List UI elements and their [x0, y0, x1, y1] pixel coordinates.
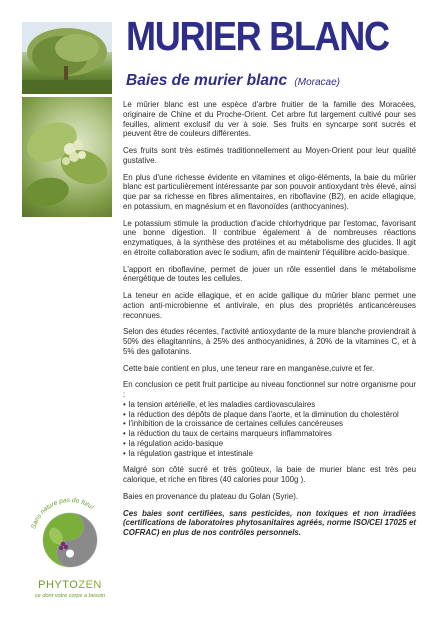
list-item: • l'inhibition de la croissance de certaines cellules cancéreuses — [123, 419, 416, 429]
weeping-mulberry-tree-photo — [22, 22, 112, 94]
benefits-list — [123, 400, 416, 459]
subtitle-text: Baies de murier blanc — [126, 72, 288, 89]
paragraph-minerals: Cette baie contient en plus, une teneur rare en manganèse,cuivre et fer. — [123, 363, 375, 373]
brand-name-zen: ZEN — [78, 579, 102, 591]
product-title: MURIER BLANC — [126, 13, 389, 59]
brand-name — [20, 579, 120, 591]
list-item: • la réduction du taux de certains marqueurs inflammatoires — [123, 429, 416, 439]
brand-tagline: ce dont votre corps a besoin — [34, 593, 106, 599]
paragraph-potassium: Le potassium stimule la production d'acide chlorhydrique par l'estomac, favorisant une bonne digestion. Il contribue également à de nombreuses réactions enzymatiques, à la synthèse des protéines et au métabolisme des glucides. Il agit en étroite collaboration avec le sodium, afin de maintenir l'équilibre acido-basique. — [123, 218, 416, 257]
list-item: • la régulation gastrique et intestinale — [123, 449, 416, 459]
list-item: • la réduction des dépôts de plaque dans l'aorte, et la diminution du cholestérol — [123, 410, 416, 420]
product-subtitle — [126, 72, 340, 90]
subtitle-latin-name: (Moracae) — [294, 77, 340, 88]
product-description — [123, 100, 416, 545]
list-item: • la tension artérielle, et les maladies cardiovasculaires — [123, 400, 416, 410]
paragraph-riboflavin: L'apport en riboflavine, permet de jouer un rôle essentiel dans le métabolisme énergétique de toutes les cellules. — [123, 264, 416, 284]
paragraph-taste: Ces fruits sont très estimés traditionnellement au Moyen-Orient pour leur qualité gustative. — [123, 146, 416, 165]
paragraph-nutrients: En plus d'une richesse évidente en vitamines et oligo-éléments, la baie du mûrier blanc est particulièrement intéressante par son pouvoir antioxydant très élevé, ainsi que par sa richesse en fibres alimentaires, en riboflavine (B2), en acide ellagique, en potassium, en magnésium et en flavonoïdes (anthocyanines). — [123, 172, 416, 211]
certification-note: Ces baies sont certifiées, sans pesticides, non toxiques et non irradiées (certifications de laboratoires phytosanitaires agréés, norme ISO/CEI 17025 et COFRAC) en plus de nos contrôles personnels. — [123, 508, 416, 537]
paragraph-conclusion: En conclusion ce petit fruit participe au niveau fonctionnel sur notre organisme pour : — [123, 380, 416, 399]
paragraph-antioxidant: Selon des études récentes, l'activité antioxydante de la mure blanche proviendrait à 50% des ellagitannins, à 25% des anthocyanidines, à 20% de la vitamines C, et à 5% des gallotanins. — [123, 327, 416, 356]
paragraph-ellagic-acid: La teneur en acide ellagique, et en acide gallique du mûrier blanc permet une action anti-microbienne et antivirale, en plus des propriétés anticancéreuses reconnues. — [123, 291, 416, 320]
paragraph-provenance: Baies en provenance du plateau du Golan (Syrie). — [123, 491, 299, 501]
white-mulberry-leaves-photo — [22, 97, 112, 217]
list-item: • la régulation acido-basique — [123, 439, 416, 449]
paragraph-calories: Malgré son côté sucré et très goûteux, la baie de murier blanc est très peu calorique, et riche en fibres (40 calories pour 100g ). — [123, 465, 416, 484]
logo-arc-text: Sans nature pas de futur — [30, 496, 96, 530]
paragraph-origin: Le mûrier blanc est une espèce d'arbre fruitier de la famille des Moracées, originaire de Chine et du Proche-Orient. Cet arbre fut largement cultivé pour ses feuilles, aliment exclusif du ver à soie. Ses fruits en syncarpe sont sucrés et peuvent être de couleurs différentes. — [123, 100, 416, 139]
brand-name-phyto: PHYTO — [38, 579, 79, 591]
